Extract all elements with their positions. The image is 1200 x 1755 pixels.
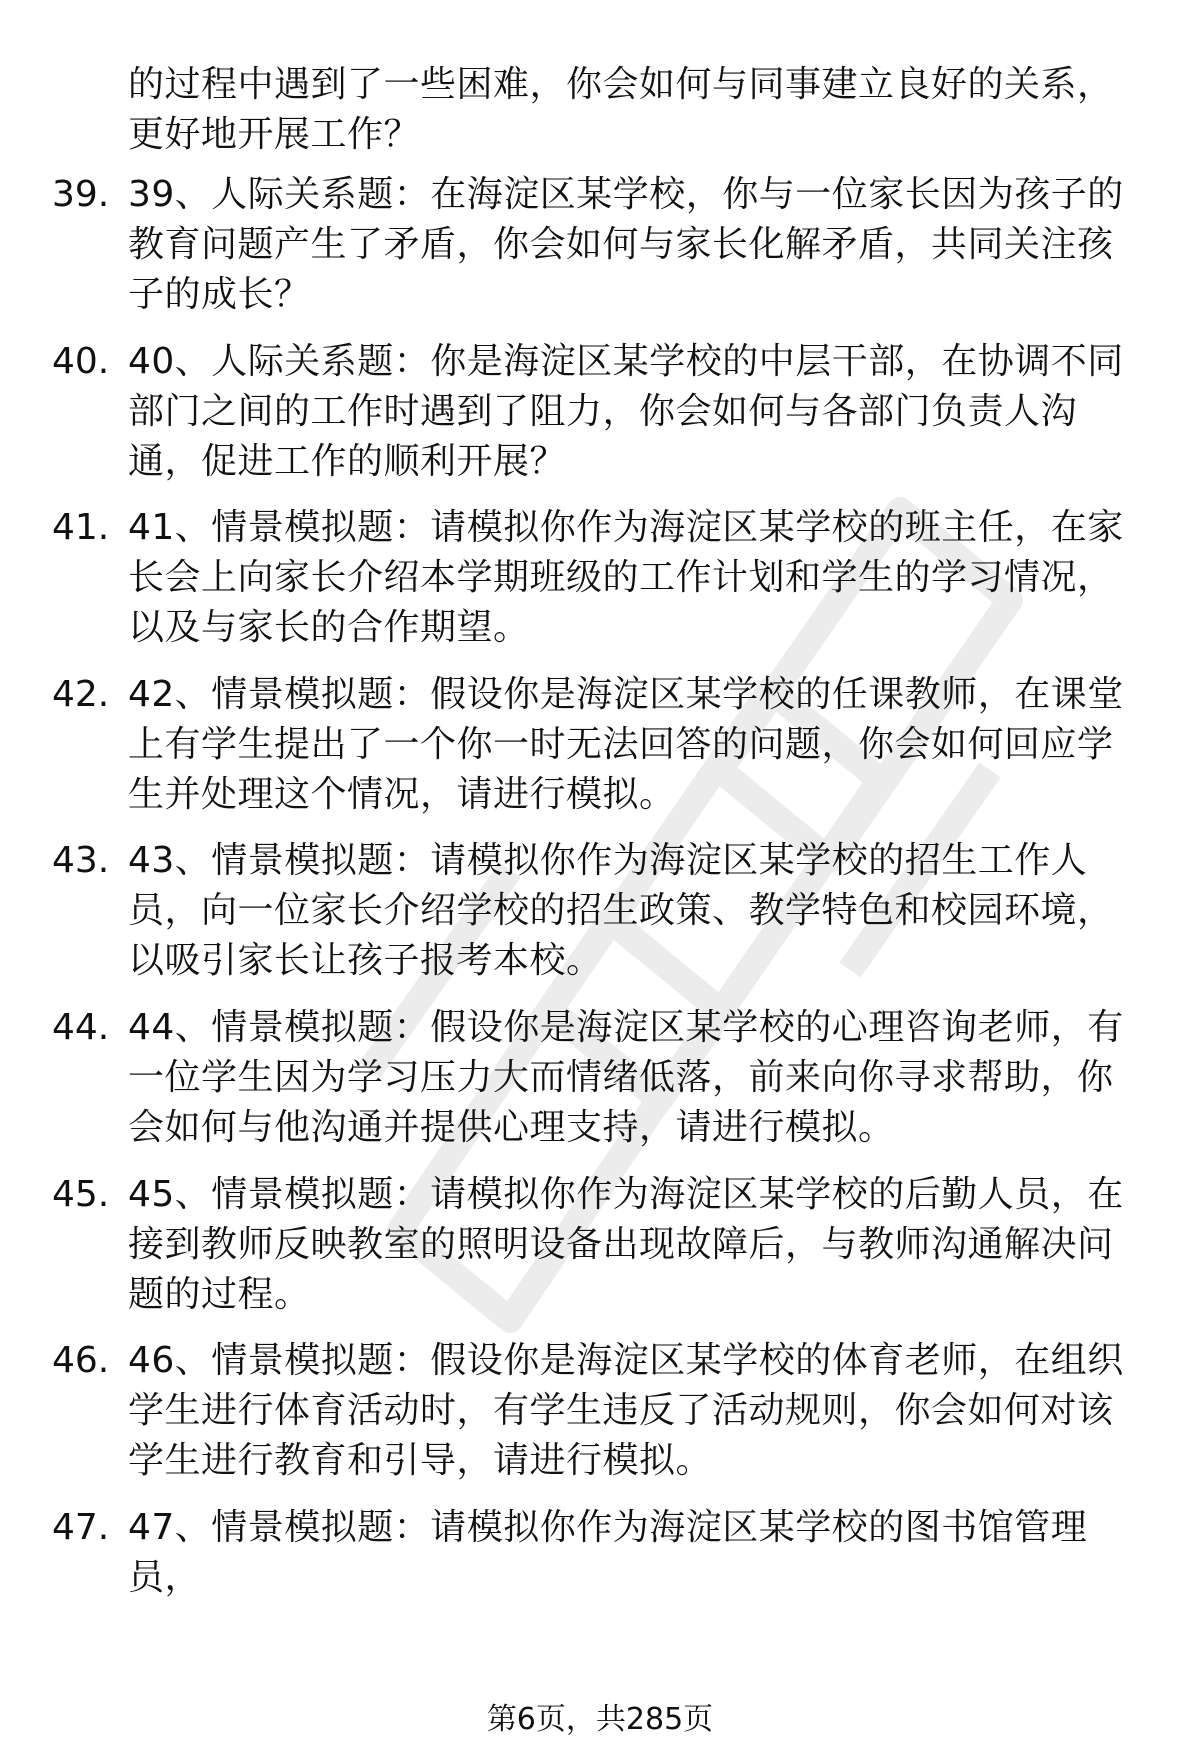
question-number: 41. [52, 507, 110, 548]
question-number: 46. [52, 1340, 110, 1381]
question-number: 42. [52, 674, 110, 715]
question-text: 45、情景模拟题：请模拟你作为海淀区某学校的后勤人员，在接到教师反映教室的照明设备出现故障后，与教师沟通解决问题的过程。 [128, 1174, 1124, 1315]
question-number: 43. [52, 840, 110, 881]
question-text: 42、情景模拟题：假设你是海淀区某学校的任课教师，在课堂上有学生提出了一个你一时无法回答的问题，你会如何回应学生并处理这个情况，请进行模拟。 [128, 674, 1124, 815]
question-number: 44. [52, 1007, 110, 1048]
question-text: 46、情景模拟题：假设你是海淀区某学校的体育老师，在组织学生进行体育活动时，有学生违反了活动规则，你会如何对该学生进行教育和引导，请进行模拟。 [128, 1340, 1124, 1481]
question-number: 40. [52, 341, 110, 382]
page-footer: 第6页，共285页 [486, 1702, 714, 1737]
question-number: 39. [52, 174, 110, 215]
question-text: 40、人际关系题：你是海淀区某学校的中层干部，在协调不同部门之间的工作时遇到了阻力，你会如何与各部门负责人沟通，促进工作的顺利开展？ [128, 341, 1124, 482]
question-text: 44、情景模拟题：假设你是海淀区某学校的心理咨询老师，有一位学生因为学习压力大而情绪低落，前来向你寻求帮助，你会如何与他沟通并提供心理支持，请进行模拟。 [128, 1007, 1124, 1148]
question-text: 47、情景模拟题：请模拟你作为海淀区某学校的图书馆管理员， [128, 1507, 1088, 1598]
question-number: 47. [52, 1507, 110, 1548]
question-text: 39、人际关系题：在海淀区某学校，你与一位家长因为孩子的教育问题产生了矛盾，你会如何与家长化解矛盾，共同关注孩子的成长？ [128, 174, 1124, 315]
question-text: 43、情景模拟题：请模拟你作为海淀区某学校的招生工作人员，向一位家长介绍学校的招生政策、教学特色和校园环境，以吸引家长让孩子报考本校。 [128, 840, 1114, 981]
question-text: 41、情景模拟题：请模拟你作为海淀区某学校的班主任，在家长会上向家长介绍本学期班级的工作计划和学生的学习情况，以及与家长的合作期望。 [128, 507, 1124, 648]
question-number: 45. [52, 1174, 110, 1215]
continuation-text: 的过程中遇到了一些困难，你会如何与同事建立良好的关系，更好地开展工作？ [128, 64, 1114, 155]
